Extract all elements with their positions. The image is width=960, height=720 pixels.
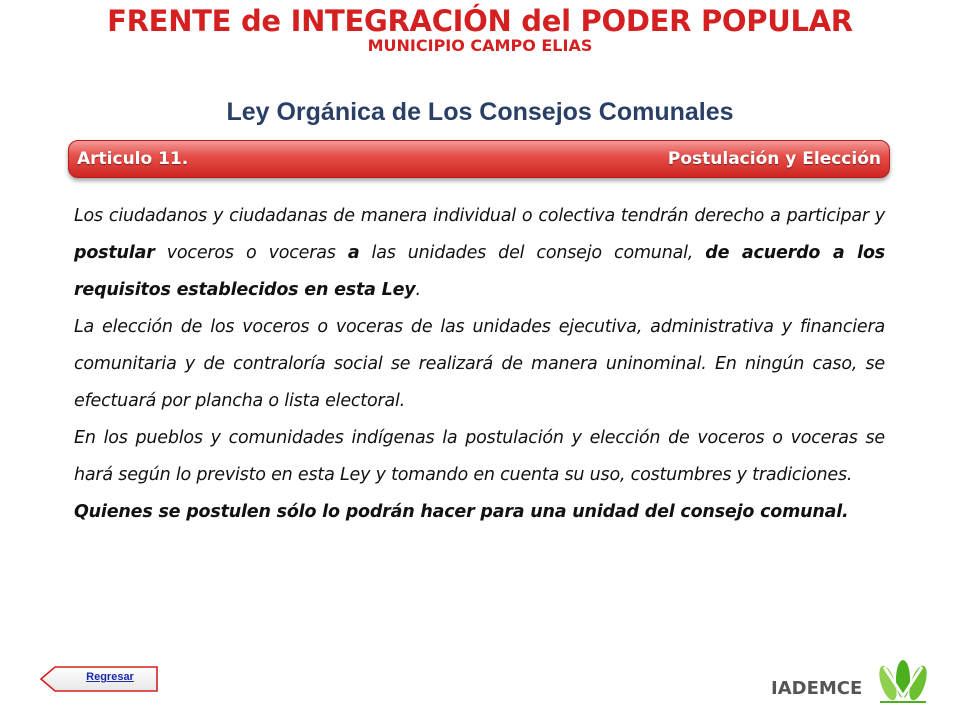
brand-name: IADEMCE <box>771 678 863 699</box>
back-button[interactable] <box>40 666 158 692</box>
p4-bold-text: Quienes se postulen sólo lo podrán hacer para una unidad del consejo comunal. <box>74 502 849 522</box>
iademce-logo-icon <box>872 658 934 704</box>
p1-text-a: Los ciudadanos y ciudadanas de manera individual o colectiva tendrán derecho a participar y <box>74 206 885 226</box>
article-body <box>74 198 885 531</box>
header-subtitle: MUNICIPIO CAMPO ELIAS <box>367 36 593 55</box>
article-number: Articulo 11. <box>77 149 189 169</box>
paragraph-2: La elección de los voceros o voceras de las unidades ejecutiva, administrativa y financiera comunitaria y de contraloría social se realizará de manera uninominal. En ningún caso, se efectuará por plancha o lista electoral. <box>74 317 885 411</box>
p1-bold-a: a <box>347 243 360 263</box>
p1-text-e: las unidades del consejo comunal, <box>359 243 706 263</box>
p1-bold-postular: postular <box>74 243 155 263</box>
law-title: Ley Orgánica de Los Consejos Comunales <box>226 98 734 126</box>
article-topic: Postulación y Elección <box>667 149 881 169</box>
paragraph-3: En los pueblos y comunidades indígenas la postulación y elección de voceros o voceras se hará según lo previsto en esta Ley y tomando en cuenta su uso, costumbres y tradiciones. <box>74 428 885 485</box>
header-title: FRENTE de INTEGRACIÓN del PODER POPULAR <box>107 4 853 38</box>
p1-text-g: . <box>415 280 421 300</box>
paragraph-1 <box>74 198 885 309</box>
p1-text-c: voceros o voceras <box>154 243 348 263</box>
paragraph-4 <box>74 494 885 531</box>
back-label: Regresar <box>86 671 134 683</box>
article-bar <box>68 140 890 178</box>
p1-bold-requisitos: de acuerdo a los requisitos establecidos en esta Ley <box>74 243 885 300</box>
